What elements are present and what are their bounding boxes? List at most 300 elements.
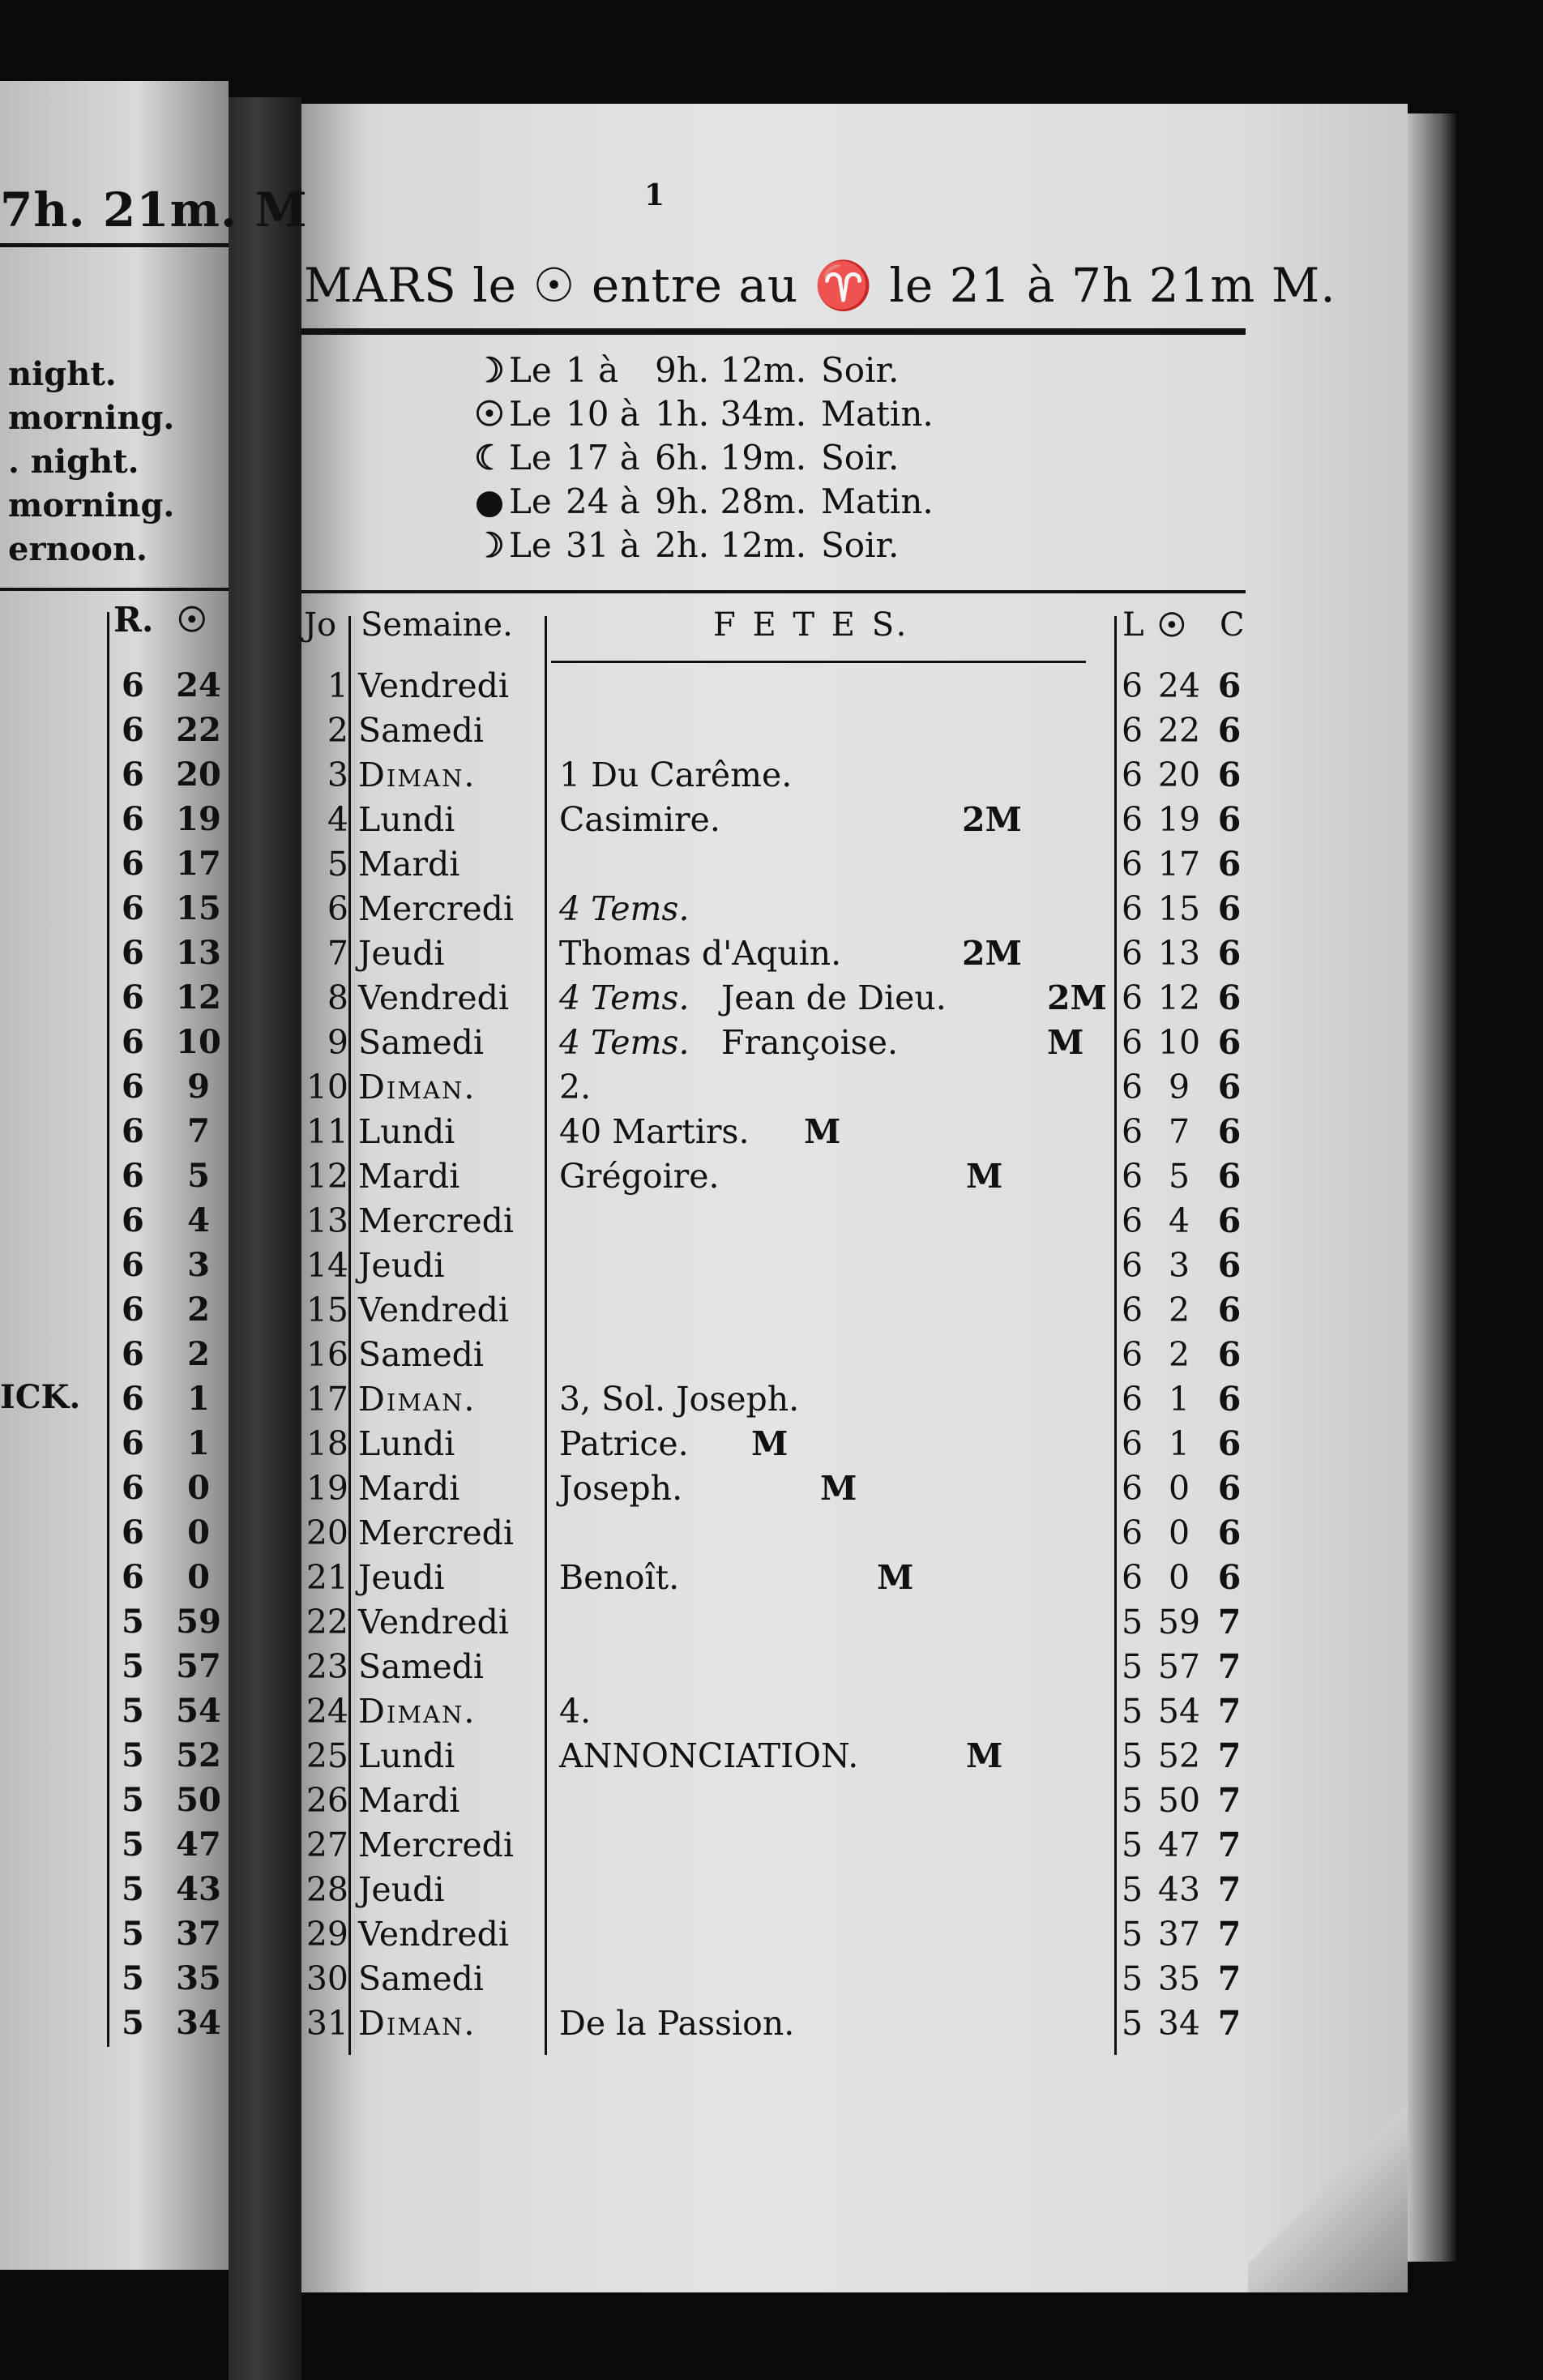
- rise-minute: 4: [1168, 1201, 1190, 1240]
- moon-mark: M: [804, 1112, 841, 1151]
- set-hour: 6: [1217, 845, 1242, 884]
- weekday: Samedi: [358, 1023, 485, 1062]
- set-hour: 6: [1217, 1023, 1242, 1062]
- table-row: [301, 711, 1274, 756]
- day-number: 4: [327, 800, 348, 839]
- rise-hour: 6: [1121, 1558, 1143, 1597]
- table-row: [301, 1291, 1274, 1335]
- day-number: 17: [306, 1380, 348, 1419]
- weekday: Lundi: [358, 1112, 455, 1151]
- moon-mark: 2M: [962, 934, 1022, 973]
- table-row: [301, 1335, 1274, 1380]
- rise-minute: 37: [1157, 1915, 1201, 1954]
- rise-minute: 0: [1168, 1513, 1190, 1552]
- set-hour: 7: [1217, 1647, 1242, 1686]
- moon-mark: M: [966, 1157, 1003, 1196]
- rise-hour: 6: [1121, 1291, 1143, 1329]
- table-row: [301, 845, 1274, 889]
- day-number: 25: [306, 1736, 348, 1775]
- weekday: Jeudi: [358, 934, 445, 973]
- rise-minute: 47: [1157, 1826, 1201, 1864]
- set-hour: 6: [1217, 756, 1242, 794]
- left-row-min: 47: [176, 1826, 221, 1864]
- page-edge-shadow: [1408, 113, 1456, 2262]
- rise-minute: 24: [1157, 666, 1201, 705]
- set-hour: 6: [1217, 1424, 1242, 1463]
- left-row-hour: 6: [122, 978, 144, 1017]
- table-row: [301, 1915, 1274, 1959]
- left-row-hour: 6: [122, 1068, 144, 1106]
- set-hour: 6: [1217, 1157, 1242, 1196]
- set-hour: 6: [1217, 1380, 1242, 1419]
- fete-tems: 4 Tems.: [559, 978, 690, 1017]
- left-row-min: 34: [176, 2004, 221, 2042]
- left-row-hour: 5: [122, 1915, 144, 1953]
- rise-hour: 6: [1121, 1380, 1143, 1419]
- phase-le: Le: [509, 438, 552, 477]
- fete-tems: 4 Tems.: [559, 889, 690, 928]
- phase-when: Matin.: [821, 482, 934, 521]
- left-row-hour: 5: [122, 1826, 144, 1864]
- rise-hour: 5: [1121, 1826, 1143, 1864]
- left-phase-label: morning.: [8, 486, 175, 524]
- phase-day: 24 à: [566, 482, 640, 521]
- left-phase-label: night.: [8, 355, 117, 393]
- page-number: 1: [644, 178, 665, 212]
- weekday: Diman.: [358, 756, 477, 794]
- day-number: 8: [327, 978, 348, 1017]
- header-rule: [301, 328, 1246, 335]
- set-hour: 7: [1217, 2004, 1242, 2043]
- left-row-hour: 6: [122, 800, 144, 838]
- left-phase-label: . night.: [8, 443, 139, 481]
- moon-mark: M: [751, 1424, 789, 1463]
- left-row-min: 57: [176, 1647, 221, 1685]
- table-row: [301, 1201, 1274, 1246]
- table-row: [301, 978, 1274, 1023]
- left-row-hour: 6: [122, 1023, 144, 1061]
- set-hour: 6: [1217, 934, 1242, 973]
- rise-minute: 1: [1168, 1424, 1190, 1463]
- day-number: 23: [306, 1647, 348, 1686]
- left-row-hour: 5: [122, 1959, 144, 1997]
- rise-minute: 0: [1168, 1469, 1190, 1508]
- left-row-hour: 5: [122, 1692, 144, 1730]
- left-row-min: 17: [176, 845, 221, 883]
- table-row: [301, 1781, 1274, 1826]
- fete-name: De la Passion.: [559, 2004, 795, 2043]
- phase-time: 2h. 12m.: [655, 525, 807, 565]
- rise-hour: 5: [1121, 1959, 1143, 1998]
- rise-hour: 5: [1121, 1647, 1143, 1686]
- set-hour: 7: [1217, 1692, 1242, 1731]
- rise-minute: 19: [1157, 800, 1201, 839]
- phase-when: Soir.: [821, 350, 900, 390]
- rise-minute: 17: [1157, 845, 1201, 884]
- left-row-min: 10: [176, 1023, 221, 1061]
- phase-le: Le: [509, 525, 552, 565]
- table-row: [301, 934, 1274, 978]
- weekday: Mercredi: [358, 1826, 515, 1864]
- day-number: 13: [306, 1201, 348, 1240]
- rise-minute: 59: [1157, 1603, 1201, 1642]
- left-row-hour: 5: [122, 1647, 144, 1685]
- table-row: [301, 756, 1274, 800]
- weekday: Vendredi: [358, 1915, 509, 1954]
- left-row-min: 37: [176, 1915, 221, 1953]
- left-row-min: 13: [176, 934, 221, 972]
- phase-when: Soir.: [821, 525, 900, 565]
- month-header: [304, 258, 1336, 314]
- table-row: [301, 1826, 1274, 1870]
- phase-time: 9h. 28m.: [655, 482, 807, 521]
- weekday: Diman.: [358, 2004, 477, 2043]
- left-row-min: 1: [187, 1424, 210, 1462]
- sun-icon: ☉: [532, 258, 576, 313]
- moon-phase-icon: ☉: [474, 394, 505, 434]
- left-row-hour: 5: [122, 1603, 144, 1641]
- day-number: 11: [306, 1112, 348, 1151]
- table-row: [301, 1068, 1274, 1112]
- day-number: 21: [306, 1558, 348, 1597]
- table-row: [301, 666, 1274, 711]
- table-row: [301, 1157, 1274, 1201]
- weekday: Diman.: [358, 1068, 477, 1107]
- phase-day: 17 à: [566, 438, 640, 477]
- moon-phase-row: [470, 394, 934, 434]
- col-head-fetes: F E T E S.: [713, 606, 910, 644]
- rise-hour: 6: [1121, 1023, 1143, 1062]
- header-text-date: le 21 à 7h 21m M.: [889, 258, 1336, 313]
- left-row-hour: 5: [122, 1781, 144, 1819]
- moon-mark: M: [877, 1558, 914, 1597]
- rise-hour: 6: [1121, 756, 1143, 794]
- moon-phase-row: [470, 482, 934, 521]
- set-hour: 7: [1217, 1870, 1242, 1909]
- left-row-hour: 6: [122, 1513, 144, 1552]
- left-header-rule: [0, 243, 229, 247]
- left-row-hour: 6: [122, 1112, 144, 1150]
- moon-phase-icon: ☽: [474, 350, 505, 390]
- col-head-c: C: [1220, 606, 1245, 644]
- day-number: 26: [306, 1781, 348, 1820]
- left-row-hour: 6: [122, 666, 144, 704]
- rise-minute: 34: [1157, 2004, 1201, 2043]
- phase-le: Le: [509, 394, 552, 434]
- fete-name: Benoît.: [559, 1558, 680, 1597]
- moon-phase-icon: ☽: [474, 525, 505, 565]
- table-row: [301, 1603, 1274, 1647]
- rise-hour: 5: [1121, 1915, 1143, 1954]
- rise-hour: 5: [1121, 1603, 1143, 1642]
- month-title: MARS: [304, 258, 457, 313]
- left-row-min: 12: [176, 978, 221, 1017]
- table-row: [301, 1736, 1274, 1781]
- phase-le: Le: [509, 350, 552, 390]
- day-number: 14: [306, 1246, 348, 1285]
- rise-hour: 6: [1121, 800, 1143, 839]
- moon-mark: M: [1047, 1023, 1084, 1062]
- left-row-min: 15: [176, 889, 221, 927]
- fete-name: Thomas d'Aquin.: [559, 934, 842, 973]
- fete-name: 40 Martirs.: [559, 1112, 750, 1151]
- rise-hour: 6: [1121, 845, 1143, 884]
- left-row-hour: 6: [122, 1291, 144, 1329]
- weekday: Mercredi: [358, 889, 515, 928]
- col-head-l: L: [1122, 606, 1144, 644]
- left-row-min: 20: [176, 756, 221, 794]
- day-number: 24: [306, 1692, 348, 1731]
- day-number: 19: [306, 1469, 348, 1508]
- rise-minute: 20: [1157, 756, 1201, 794]
- weekday: Mardi: [358, 1781, 460, 1820]
- left-row-min: 35: [176, 1959, 221, 1997]
- table-row: [301, 1246, 1274, 1291]
- table-row: [301, 1469, 1274, 1513]
- fete-name: Jean de Dieu.: [721, 978, 947, 1017]
- moon-phase-icon: ●: [474, 482, 505, 521]
- day-number: 7: [327, 934, 348, 973]
- moon-mark: M: [966, 1736, 1003, 1775]
- table-row: [301, 1647, 1274, 1692]
- set-hour: 6: [1217, 1513, 1242, 1552]
- phase-le: Le: [509, 482, 552, 521]
- weekday: Lundi: [358, 1424, 455, 1463]
- table-row: [301, 1424, 1274, 1469]
- set-hour: 6: [1217, 1112, 1242, 1151]
- day-number: 30: [306, 1959, 348, 1998]
- rise-hour: 6: [1121, 1469, 1143, 1508]
- rise-minute: 15: [1157, 889, 1201, 928]
- rise-minute: 2: [1168, 1291, 1190, 1329]
- header-text-le: le: [472, 258, 517, 313]
- weekday: Lundi: [358, 1736, 455, 1775]
- left-phase-label: morning.: [8, 399, 175, 437]
- table-row: [301, 1023, 1274, 1068]
- rise-minute: 57: [1157, 1647, 1201, 1686]
- table-row: [301, 1558, 1274, 1603]
- left-col-r: R.: [113, 600, 154, 640]
- rise-hour: 6: [1121, 1112, 1143, 1151]
- set-hour: 6: [1217, 1558, 1242, 1597]
- left-row-min: 5: [187, 1157, 210, 1195]
- left-row-min: 0: [187, 1469, 210, 1507]
- left-row-min: 0: [187, 1558, 210, 1596]
- rise-minute: 52: [1157, 1736, 1201, 1775]
- table-row: [301, 1870, 1274, 1915]
- fete-tems: 4 Tems.: [559, 1023, 690, 1062]
- weekday: Mardi: [358, 845, 460, 884]
- table-row: [301, 800, 1274, 845]
- set-hour: 7: [1217, 1781, 1242, 1820]
- phase-day: 1 à: [566, 350, 619, 390]
- set-hour: 7: [1217, 1826, 1242, 1864]
- rise-minute: 10: [1157, 1023, 1201, 1062]
- moon-phase-row: [470, 525, 899, 565]
- col-head-sun-icon: ☉: [1157, 606, 1186, 644]
- left-row-min: 3: [187, 1246, 210, 1284]
- left-row-min: 2: [187, 1291, 210, 1329]
- folded-corner: [1248, 2075, 1408, 2292]
- fete-name: Joseph.: [559, 1469, 683, 1508]
- left-row-hour: 6: [122, 1424, 144, 1462]
- rise-minute: 2: [1168, 1335, 1190, 1374]
- weekday: Samedi: [358, 1647, 485, 1686]
- left-row-min: 7: [187, 1112, 210, 1150]
- set-hour: 6: [1217, 978, 1242, 1017]
- weekday: Vendredi: [358, 978, 509, 1017]
- moon-phase-row: [470, 350, 899, 390]
- weekday: Mercredi: [358, 1201, 515, 1240]
- rise-minute: 3: [1168, 1246, 1190, 1285]
- moon-mark: 2M: [962, 800, 1022, 839]
- left-col-sun-icon: ☉: [177, 600, 207, 640]
- weekday: Diman.: [358, 1692, 477, 1731]
- header-text-entre: entre au: [591, 258, 799, 313]
- rise-hour: 6: [1121, 889, 1143, 928]
- moon-phase-icon: ☾: [474, 438, 505, 477]
- fetes-underline: [551, 661, 1086, 663]
- left-row-hour: 6: [122, 1246, 144, 1284]
- left-row-hour: 5: [122, 2004, 144, 2042]
- rise-minute: 22: [1157, 711, 1201, 750]
- weekday: Vendredi: [358, 1603, 509, 1642]
- left-row-min: 54: [176, 1692, 221, 1730]
- rise-hour: 6: [1121, 666, 1143, 705]
- weekday: Samedi: [358, 711, 485, 750]
- phase-day: 31 à: [566, 525, 640, 565]
- moon-mark: M: [820, 1469, 857, 1508]
- rise-hour: 5: [1121, 1692, 1143, 1731]
- left-row-min: 50: [176, 1781, 221, 1819]
- left-table-rule: [0, 588, 229, 591]
- fete-name: 3, Sol. Joseph.: [559, 1380, 800, 1419]
- weekday: Mardi: [358, 1469, 460, 1508]
- rise-hour: 6: [1121, 978, 1143, 1017]
- set-hour: 6: [1217, 666, 1242, 705]
- table-row: [301, 1959, 1274, 2004]
- day-number: 18: [306, 1424, 348, 1463]
- left-row-hour: 6: [122, 711, 144, 749]
- set-hour: 6: [1217, 1068, 1242, 1107]
- rise-minute: 13: [1157, 934, 1201, 973]
- weekday: Lundi: [358, 800, 455, 839]
- table-row: [301, 1380, 1274, 1424]
- fete-name: Patrice.: [559, 1424, 689, 1463]
- rise-hour: 5: [1121, 2004, 1143, 2043]
- day-number: 6: [327, 889, 348, 928]
- left-row-min: 22: [176, 711, 221, 749]
- phase-time: 6h. 19m.: [655, 438, 807, 477]
- weekday: Jeudi: [358, 1558, 445, 1597]
- rise-minute: 7: [1168, 1112, 1190, 1151]
- weekday: Mercredi: [358, 1513, 515, 1552]
- rise-hour: 6: [1121, 711, 1143, 750]
- left-row-min: 43: [176, 1870, 221, 1908]
- left-row-min: 1: [187, 1380, 210, 1418]
- day-number: 31: [306, 2004, 348, 2043]
- weekday: Vendredi: [358, 1291, 509, 1329]
- fete-name: Casimire.: [559, 800, 720, 839]
- weekday: Samedi: [358, 1335, 485, 1374]
- set-hour: 7: [1217, 1603, 1242, 1642]
- phase-when: Matin.: [821, 394, 934, 434]
- left-margin-word: ICK.: [0, 1378, 81, 1416]
- set-hour: 6: [1217, 1469, 1242, 1508]
- left-row-min: 4: [187, 1201, 210, 1239]
- rise-minute: 5: [1168, 1157, 1190, 1196]
- left-row-hour: 6: [122, 889, 144, 927]
- fete-name: 1 Du Carême.: [559, 756, 793, 794]
- left-row-min: 0: [187, 1513, 210, 1552]
- fete-name: ANNONCIATION.: [559, 1736, 859, 1775]
- day-number: 5: [327, 845, 348, 884]
- set-hour: 6: [1217, 1246, 1242, 1285]
- table-row: [301, 1513, 1274, 1558]
- weekday: Samedi: [358, 1959, 485, 1998]
- left-row-hour: 6: [122, 1558, 144, 1596]
- fete-name: 4.: [559, 1692, 592, 1731]
- phase-when: Soir.: [821, 438, 900, 477]
- moon-phase-row: [470, 438, 899, 477]
- day-number: 22: [306, 1603, 348, 1642]
- rise-minute: 43: [1157, 1870, 1201, 1909]
- phase-time: 1h. 34m.: [655, 394, 807, 434]
- day-number: 1: [327, 666, 348, 705]
- rise-hour: 5: [1121, 1736, 1143, 1775]
- rise-minute: 9: [1168, 1068, 1190, 1107]
- rise-hour: 6: [1121, 1246, 1143, 1285]
- day-number: 20: [306, 1513, 348, 1552]
- table-row: [301, 1112, 1274, 1157]
- rise-minute: 35: [1157, 1959, 1201, 1998]
- rise-minute: 50: [1157, 1781, 1201, 1820]
- left-row-min: 19: [176, 800, 221, 838]
- set-hour: 6: [1217, 1335, 1242, 1374]
- rise-hour: 6: [1121, 1068, 1143, 1107]
- col-head-semaine: Semaine.: [361, 606, 513, 644]
- left-phase-label: ernoon.: [8, 530, 147, 568]
- left-row-hour: 6: [122, 1380, 144, 1418]
- rise-hour: 6: [1121, 934, 1143, 973]
- left-row-hour: 6: [122, 845, 144, 883]
- rise-hour: 5: [1121, 1870, 1143, 1909]
- rise-minute: 0: [1168, 1558, 1190, 1597]
- rise-minute: 1: [1168, 1380, 1190, 1419]
- day-number: 27: [306, 1826, 348, 1864]
- left-row-hour: 6: [122, 1469, 144, 1507]
- weekday: Jeudi: [358, 1246, 445, 1285]
- day-number: 10: [306, 1068, 348, 1107]
- left-row-hour: 6: [122, 1157, 144, 1195]
- book-gutter: [229, 97, 301, 2380]
- left-page-header: 7h. 21m. M: [0, 182, 308, 238]
- set-hour: 7: [1217, 1959, 1242, 1998]
- fete-name: Grégoire.: [559, 1157, 720, 1196]
- set-hour: 6: [1217, 889, 1242, 928]
- left-row-hour: 6: [122, 1335, 144, 1373]
- left-row-hour: 5: [122, 1870, 144, 1908]
- moon-mark: 2M: [1047, 978, 1107, 1017]
- set-hour: 7: [1217, 1736, 1242, 1775]
- left-row-hour: 5: [122, 1736, 144, 1774]
- phase-day: 10 à: [566, 394, 640, 434]
- day-number: 9: [327, 1023, 348, 1062]
- rise-minute: 54: [1157, 1692, 1201, 1731]
- day-number: 12: [306, 1157, 348, 1196]
- rise-hour: 6: [1121, 1201, 1143, 1240]
- table-top-rule: [301, 590, 1246, 593]
